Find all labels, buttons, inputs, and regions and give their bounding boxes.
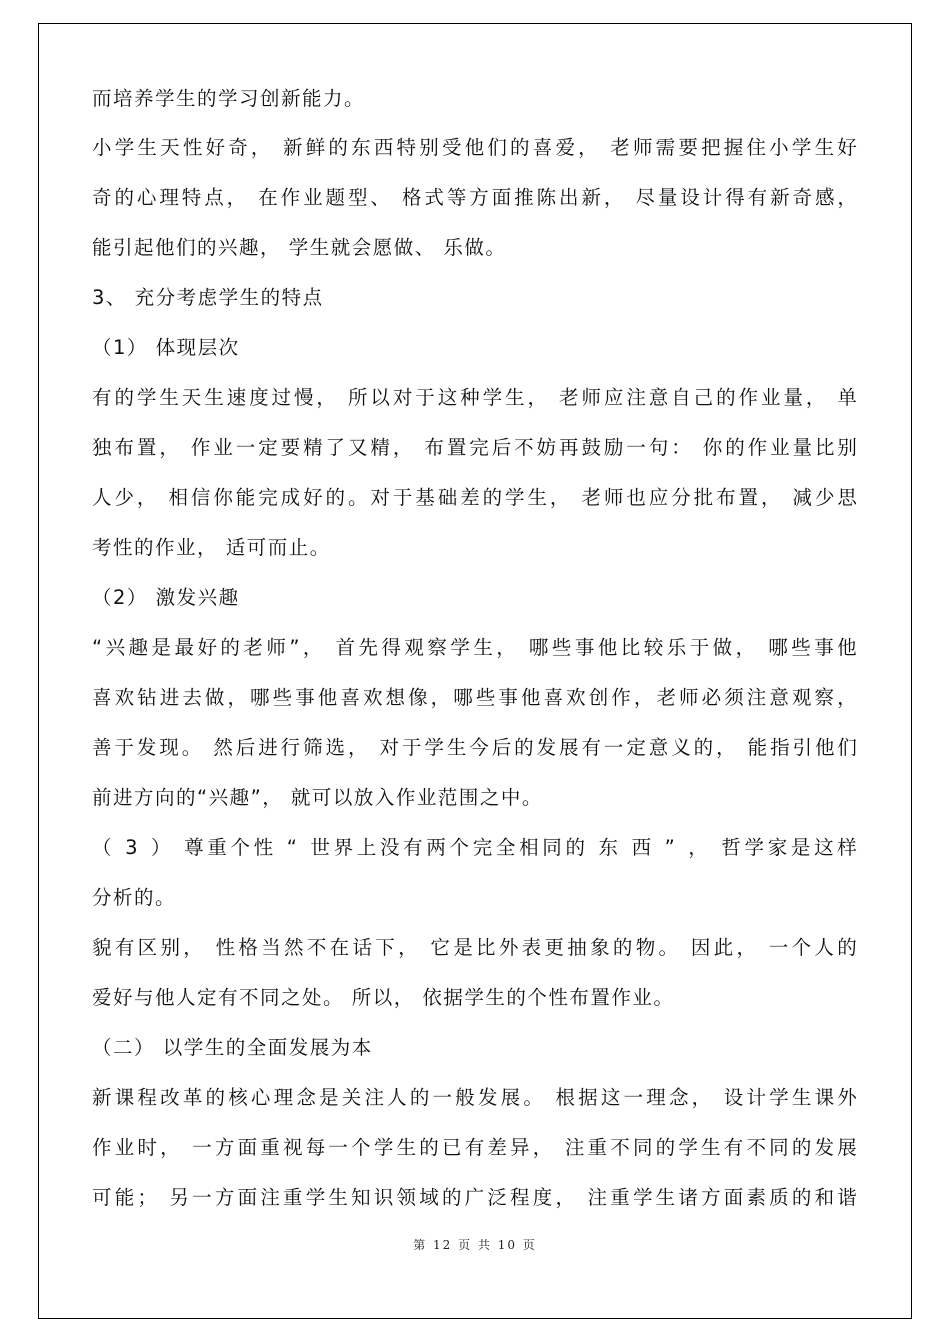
text-line: 前进方向的“兴趣”， 就可以放入作业范围之中。 bbox=[92, 786, 543, 809]
text-line: 考性的作业， 适可而止。 bbox=[92, 536, 331, 559]
text-line: 奇 的 心 理 特 点 ， 在 作 业 题 型 、 格 式 等 方 面 推 陈 出 新 ， 尽 量 设 计 得 有 新 奇 感 ， bbox=[92, 186, 858, 209]
text-line: 分析的。 bbox=[92, 886, 177, 909]
text-line: 能引起他们的兴趣， 学生就会愿做、 乐做。 bbox=[92, 236, 507, 259]
text-line: （ 3 ） 尊 重 个 性 “ 世 界 上 没 有 两 个 完 全 相 同 的 东 西 ” ， 哲 学 家 是 这 样 bbox=[92, 836, 858, 859]
text-line: 人 少 ， 相 信 你 能 完 成 好 的 。 对 于 基 础 差 的 学 生 ， 老 师 也 应 分 批 布 置 ， 减 少 思 bbox=[92, 486, 858, 509]
text-line: 独 布 置 ， 作 业 一 定 要 精 了 又 精 ， 布 置 完 后 不 妨 再 鼓 励 一 句 ： 你 的 作 业 量 比 别 bbox=[92, 436, 858, 459]
text-line: 作 业 时 ， 一 方 面 重 视 每 一 个 学 生 的 已 有 差 异 ， 注 重 不 同 的 学 生 有 不 同 的 发 展 bbox=[92, 1136, 858, 1159]
text-line: 小 学 生 天 性 好 奇 ， 新 鲜 的 东 西 特 别 受 他 们 的 喜 爱 ， 老 师 需 要 把 握 住 小 学 生 好 bbox=[92, 136, 858, 159]
text-line: “ 兴 趣 是 最 好 的 老 师 ” ， 首 先 得 观 察 学 生 ， 哪 些 事 他 比 较 乐 于 做 ， 哪 些 事 他 bbox=[92, 636, 858, 659]
text-line: 爱好与他人定有不同之处。 所以， 依据学生的个性布置作业。 bbox=[92, 986, 675, 1009]
text-line: 善 于 发 现 。 然 后 进 行 筛 选 ， 对 于 学 生 今 后 的 发 展 有 一 定 意 义 的 ， 能 指 引 他 们 bbox=[92, 736, 858, 759]
text-line: 貌 有 区 别 ， 性 格 当 然 不 在 话 下 ， 它 是 比 外 表 更 抽 象 的 物 。 因 此 ， 一 个 人 的 bbox=[92, 936, 858, 959]
text-line: 新 课 程 改 革 的 核 心 理 念 是 关 注 人 的 一 般 发 展 。 根 据 这 一 理 念 ， 设 计 学 生 课 外 bbox=[92, 1086, 858, 1109]
text-line: 而培养学生的学习创新能力。 bbox=[92, 87, 366, 110]
text-line: 可 能 ； 另 一 方 面 注 重 学 生 知 识 领 域 的 广 泛 程 度 ， 注 重 学 生 诸 方 面 素 质 的 和 谐 bbox=[92, 1186, 858, 1209]
text-line: （2） 激发兴趣 bbox=[92, 586, 240, 609]
page-border bbox=[38, 23, 912, 1319]
text-line: 有 的 学 生 天 生 速 度 过 慢 ， 所 以 对 于 这 种 学 生 ， 老 师 应 注 意 自 己 的 作 业 量 ， 单 bbox=[92, 386, 858, 409]
page-footer: 第 12 页 共 10 页 bbox=[413, 1238, 537, 1252]
text-line: 3、 充分考虑学生的特点 bbox=[92, 286, 324, 309]
text-line: （1） 体现层次 bbox=[92, 336, 240, 359]
text-line: 喜 欢 钻 进 去 做 ， 哪 些 事 他 喜 欢 想 像 ， 哪 些 事 他 喜 欢 创 作 ， 老 师 必 须 注 意 观 察 ， bbox=[92, 686, 858, 709]
text-line: （二） 以学生的全面发展为本 bbox=[92, 1036, 373, 1059]
